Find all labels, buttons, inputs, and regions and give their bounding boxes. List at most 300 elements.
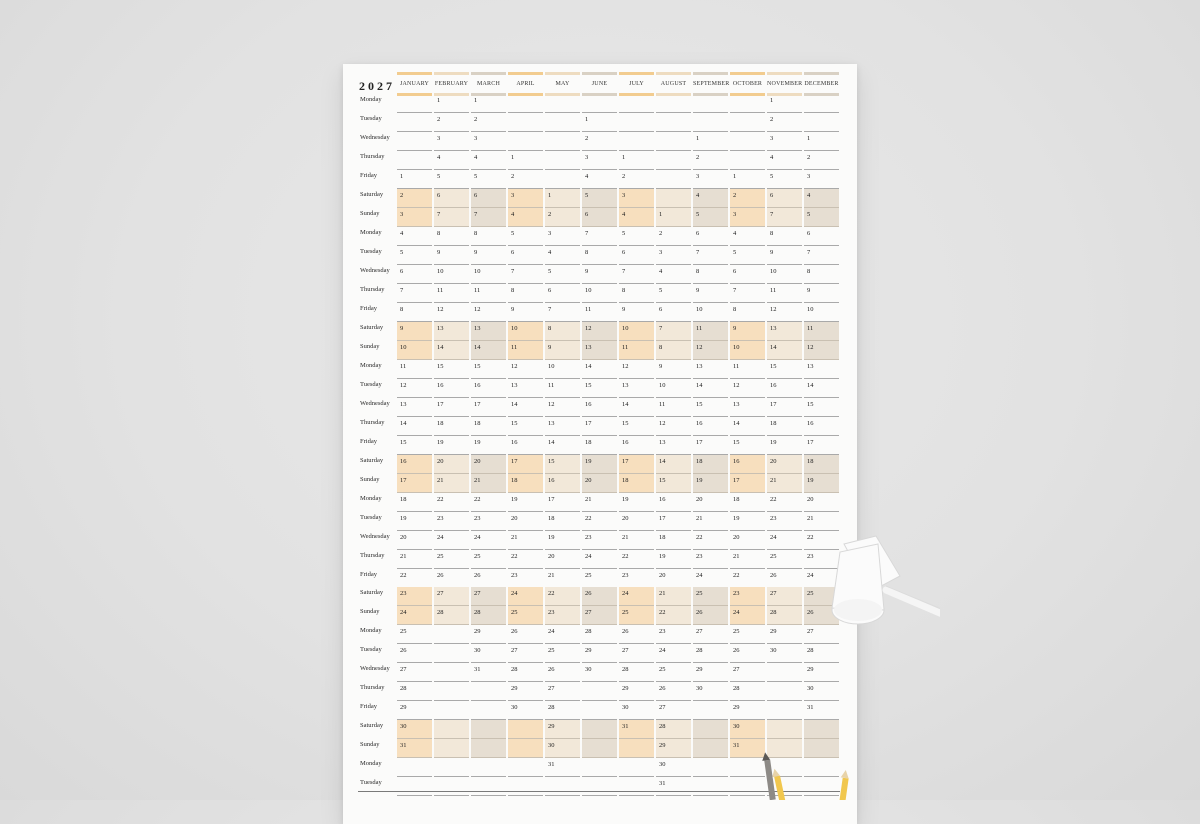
day-number: 15: [437, 362, 444, 370]
day-number: 24: [807, 571, 814, 579]
day-cell: [582, 132, 617, 151]
day-cell: [730, 512, 765, 531]
day-cell: [471, 113, 506, 132]
day-number: 26: [807, 609, 814, 617]
day-number: 1: [437, 97, 441, 104]
day-number: 7: [733, 286, 737, 294]
day-number: 18: [659, 533, 666, 541]
day-number: 10: [585, 286, 592, 294]
day-number: 8: [548, 324, 552, 332]
day-cell: [397, 682, 432, 701]
day-cell: [804, 436, 839, 455]
day-cell: [545, 739, 580, 758]
day-cell: [508, 246, 543, 265]
day-number: 15: [659, 476, 666, 484]
day-number: 19: [585, 457, 592, 465]
weekday-label: Friday: [360, 703, 377, 711]
day-number: 14: [400, 419, 407, 427]
day-cell: [582, 284, 617, 303]
day-number: 16: [511, 438, 518, 446]
day-cell: [434, 208, 469, 227]
empty-day-cell: [693, 720, 728, 739]
day-cell: [730, 208, 765, 227]
day-cell: [545, 720, 580, 739]
day-number: 8: [807, 267, 811, 275]
day-cell: [434, 436, 469, 455]
day-number: 10: [659, 381, 666, 389]
day-cell: [656, 758, 691, 777]
empty-day-cell: [730, 94, 765, 113]
day-number: 15: [585, 381, 592, 389]
day-cell: [656, 587, 691, 606]
day-number: 24: [548, 628, 555, 636]
weekday-label: Saturday: [360, 456, 384, 464]
day-number: 19: [548, 533, 555, 541]
day-number: 19: [733, 514, 740, 522]
day-cell: [471, 398, 506, 417]
day-cell: [804, 379, 839, 398]
day-number: 10: [622, 324, 629, 332]
day-cell: [804, 189, 839, 208]
day-number: 11: [659, 400, 666, 408]
weekday-label: Thursday: [360, 684, 385, 692]
day-number: 27: [696, 628, 703, 636]
day-cell: [804, 303, 839, 322]
day-cell: [545, 208, 580, 227]
day-number: 21: [770, 476, 777, 484]
day-number: 6: [548, 286, 552, 294]
day-number: 25: [474, 552, 481, 560]
day-number: 7: [770, 210, 774, 218]
day-number: 21: [548, 571, 555, 579]
day-cell: [545, 663, 580, 682]
day-number: 2: [733, 191, 737, 199]
day-number: 10: [696, 305, 703, 313]
day-number: 25: [400, 628, 407, 636]
day-number: 22: [548, 590, 555, 598]
day-number: 4: [585, 172, 589, 180]
day-cell: [582, 493, 617, 512]
day-number: 28: [807, 647, 814, 655]
day-cell: [619, 360, 654, 379]
day-number: 6: [807, 229, 811, 237]
day-cell: [434, 417, 469, 436]
day-cell: [508, 701, 543, 720]
day-cell: [582, 227, 617, 246]
day-number: 26: [733, 647, 740, 655]
day-cell: [471, 132, 506, 151]
day-cell: [693, 493, 728, 512]
day-cell: [545, 436, 580, 455]
day-number: 22: [733, 571, 740, 579]
weekday-label: Monday: [360, 494, 382, 502]
month-header-may: MAY: [545, 72, 580, 96]
empty-day-cell: [508, 777, 543, 796]
day-number: 2: [585, 134, 589, 142]
day-cell: [508, 151, 543, 170]
day-cell: [656, 663, 691, 682]
day-cell: [545, 265, 580, 284]
day-cell: [545, 246, 580, 265]
month-header-february: FEBRUARY: [434, 72, 469, 96]
day-number: 28: [733, 685, 740, 693]
day-number: 19: [659, 552, 666, 560]
day-cell: [619, 512, 654, 531]
day-cell: [693, 436, 728, 455]
day-cell: [545, 417, 580, 436]
empty-day-cell: [508, 113, 543, 132]
day-cell: [656, 720, 691, 739]
day-cell: [545, 758, 580, 777]
day-number: 7: [622, 267, 626, 275]
day-cell: [545, 701, 580, 720]
day-cell: [471, 341, 506, 360]
day-cell: [397, 474, 432, 493]
day-cell: [397, 531, 432, 550]
day-cell: [619, 606, 654, 625]
day-cell: [619, 682, 654, 701]
day-cell: [545, 493, 580, 512]
day-number: 6: [400, 267, 404, 275]
day-number: 23: [733, 590, 740, 598]
day-cell: [434, 398, 469, 417]
day-number: 24: [733, 609, 740, 617]
weekday-label: Friday: [360, 437, 377, 445]
weekday-label: Saturday: [360, 323, 384, 331]
day-number: 22: [474, 495, 481, 503]
day-number: 22: [622, 552, 629, 560]
day-number: 18: [696, 457, 703, 465]
day-number: 28: [511, 666, 518, 674]
day-number: 25: [696, 590, 703, 598]
day-cell: [397, 701, 432, 720]
day-cell: [471, 208, 506, 227]
day-number: 4: [659, 267, 663, 275]
day-cell: [730, 322, 765, 341]
day-number: 11: [696, 324, 703, 332]
day-number: 11: [474, 286, 481, 294]
day-number: 9: [733, 324, 737, 332]
day-cell: [582, 303, 617, 322]
day-number: 31: [733, 742, 740, 750]
day-cell: [471, 379, 506, 398]
day-cell: [656, 474, 691, 493]
day-cell: [508, 398, 543, 417]
day-cell: [767, 246, 802, 265]
day-cell: [693, 303, 728, 322]
day-number: 15: [548, 457, 555, 465]
weekday-label: Sunday: [360, 741, 380, 749]
day-number: 12: [400, 381, 407, 389]
day-number: 11: [622, 343, 629, 351]
day-cell: [582, 265, 617, 284]
day-number: 24: [622, 590, 629, 598]
day-cell: [545, 360, 580, 379]
weekday-label: Wednesday: [360, 665, 390, 673]
day-cell: [693, 360, 728, 379]
day-number: 4: [733, 229, 737, 237]
day-cell: [397, 606, 432, 625]
day-number: 30: [400, 723, 407, 731]
empty-day-cell: [434, 663, 469, 682]
weekday-label: Monday: [360, 96, 382, 103]
day-number: 10: [548, 362, 555, 370]
day-number: 23: [770, 514, 777, 522]
day-cell: [656, 739, 691, 758]
day-number: 9: [585, 267, 589, 275]
day-cell: [656, 208, 691, 227]
weekday-label: Sunday: [360, 608, 380, 616]
day-number: 2: [400, 191, 404, 199]
day-cell: [619, 720, 654, 739]
day-number: 17: [585, 419, 592, 427]
day-number: 24: [400, 609, 407, 617]
empty-day-cell: [545, 151, 580, 170]
empty-day-cell: [730, 151, 765, 170]
day-cell: [656, 625, 691, 644]
day-number: 18: [474, 419, 481, 427]
day-cell: [730, 417, 765, 436]
day-number: 20: [585, 476, 592, 484]
day-number: 6: [733, 267, 737, 275]
day-number: 13: [733, 400, 740, 408]
day-number: 17: [437, 400, 444, 408]
day-number: 6: [622, 248, 626, 256]
day-cell: [397, 493, 432, 512]
day-number: 14: [770, 343, 777, 351]
weekday-label: Monday: [360, 361, 382, 369]
empty-day-cell: [434, 701, 469, 720]
day-cell: [693, 531, 728, 550]
day-number: 19: [696, 476, 703, 484]
day-cell: [767, 398, 802, 417]
day-number: 14: [733, 419, 740, 427]
day-number: 29: [807, 666, 814, 674]
empty-day-cell: [545, 170, 580, 189]
day-number: 15: [622, 419, 629, 427]
empty-day-cell: [434, 644, 469, 663]
day-number: 11: [585, 305, 592, 313]
day-cell: [471, 94, 506, 113]
day-cell: [619, 531, 654, 550]
day-number: 21: [585, 495, 592, 503]
day-cell: [767, 379, 802, 398]
day-cell: [397, 360, 432, 379]
day-cell: [471, 606, 506, 625]
day-number: 16: [548, 476, 555, 484]
day-number: 23: [696, 552, 703, 560]
day-number: 5: [437, 172, 441, 180]
empty-day-cell: [804, 94, 839, 113]
day-cell: [471, 569, 506, 588]
day-number: 20: [474, 457, 481, 465]
day-cell: [508, 455, 543, 474]
day-number: 12: [511, 362, 518, 370]
day-number: 7: [437, 210, 441, 218]
day-cell: [508, 550, 543, 569]
day-number: 14: [548, 438, 555, 446]
day-number: 3: [437, 134, 441, 142]
day-cell: [508, 341, 543, 360]
day-cell: [656, 531, 691, 550]
day-cell: [767, 265, 802, 284]
day-number: 4: [622, 210, 626, 218]
weekday-label: Tuesday: [360, 247, 382, 255]
day-number: 21: [400, 552, 407, 560]
day-number: 24: [696, 571, 703, 579]
empty-day-cell: [471, 777, 506, 796]
empty-day-cell: [619, 777, 654, 796]
day-cell: [582, 474, 617, 493]
day-number: 28: [696, 647, 703, 655]
day-number: 14: [474, 343, 481, 351]
day-cell: [767, 322, 802, 341]
weekday-label: Tuesday: [360, 779, 382, 787]
weekday-label: Friday: [360, 570, 377, 578]
day-number: 18: [400, 495, 407, 503]
day-number: 4: [474, 153, 478, 161]
day-cell: [508, 322, 543, 341]
day-number: 19: [807, 476, 814, 484]
day-number: 27: [511, 647, 518, 655]
empty-day-cell: [434, 758, 469, 777]
empty-day-cell: [730, 113, 765, 132]
day-cell: [397, 663, 432, 682]
day-cell: [434, 246, 469, 265]
day-number: 2: [622, 172, 626, 180]
day-number: 17: [400, 476, 407, 484]
day-cell: [804, 151, 839, 170]
day-cell: [619, 701, 654, 720]
day-number: 13: [807, 362, 814, 370]
day-number: 9: [548, 343, 552, 351]
day-number: 23: [437, 514, 444, 522]
day-number: 17: [696, 438, 703, 446]
day-number: 8: [696, 267, 700, 275]
day-cell: [545, 189, 580, 208]
day-number: 28: [770, 609, 777, 617]
day-cell: [471, 644, 506, 663]
day-number: 12: [474, 305, 481, 313]
day-cell: [397, 550, 432, 569]
day-cell: [545, 227, 580, 246]
day-cell: [582, 606, 617, 625]
day-number: 10: [511, 324, 518, 332]
day-cell: [545, 474, 580, 493]
day-number: 13: [770, 324, 777, 332]
weekday-label: Tuesday: [360, 114, 382, 122]
day-number: 15: [474, 362, 481, 370]
day-number: 27: [474, 590, 481, 598]
day-number: 1: [548, 191, 552, 199]
day-number: 14: [807, 381, 814, 389]
day-cell: [693, 284, 728, 303]
day-cell: [730, 360, 765, 379]
day-cell: [582, 113, 617, 132]
empty-day-cell: [545, 94, 580, 113]
empty-day-cell: [508, 739, 543, 758]
day-cell: [582, 360, 617, 379]
empty-day-cell: [582, 94, 617, 113]
day-cell: [397, 398, 432, 417]
day-number: 21: [511, 533, 518, 541]
day-number: 27: [770, 590, 777, 598]
day-cell: [693, 398, 728, 417]
day-cell: [619, 170, 654, 189]
day-number: 14: [585, 362, 592, 370]
day-cell: [397, 569, 432, 588]
day-cell: [434, 360, 469, 379]
day-number: 30: [733, 723, 740, 731]
day-number: 29: [585, 647, 592, 655]
empty-day-cell: [471, 682, 506, 701]
day-cell: [397, 739, 432, 758]
day-number: 30: [696, 685, 703, 693]
day-number: 19: [474, 438, 481, 446]
day-number: 6: [696, 229, 700, 237]
day-cell: [619, 189, 654, 208]
day-cell: [656, 227, 691, 246]
day-cell: [656, 569, 691, 588]
empty-day-cell: [397, 777, 432, 796]
day-number: 6: [437, 191, 441, 199]
day-cell: [767, 512, 802, 531]
day-cell: [508, 625, 543, 644]
day-cell: [471, 587, 506, 606]
day-number: 7: [511, 267, 515, 275]
day-cell: [619, 587, 654, 606]
day-number: 4: [400, 229, 404, 237]
day-number: 27: [733, 666, 740, 674]
day-number: 20: [733, 533, 740, 541]
day-cell: [545, 569, 580, 588]
day-cell: [434, 531, 469, 550]
day-cell: [434, 132, 469, 151]
day-number: 18: [548, 514, 555, 522]
day-number: 14: [437, 343, 444, 351]
day-number: 6: [474, 191, 478, 199]
empty-day-cell: [619, 94, 654, 113]
day-cell: [693, 663, 728, 682]
empty-day-cell: [693, 94, 728, 113]
day-number: 16: [622, 438, 629, 446]
day-number: 13: [400, 400, 407, 408]
day-cell: [656, 550, 691, 569]
day-cell: [767, 208, 802, 227]
day-cell: [434, 189, 469, 208]
day-number: 17: [622, 457, 629, 465]
day-cell: [471, 417, 506, 436]
day-number: 19: [622, 495, 629, 503]
day-cell: [582, 341, 617, 360]
empty-day-cell: [397, 151, 432, 170]
day-number: 26: [400, 647, 407, 655]
day-number: 31: [622, 723, 629, 731]
day-number: 11: [733, 362, 740, 370]
day-number: 17: [770, 400, 777, 408]
day-cell: [730, 227, 765, 246]
day-number: 25: [659, 666, 666, 674]
day-cell: [582, 512, 617, 531]
weekday-label: Thursday: [360, 551, 385, 559]
day-cell: [582, 531, 617, 550]
day-cell: [619, 625, 654, 644]
day-number: 5: [585, 191, 589, 199]
day-cell: [804, 265, 839, 284]
day-number: 11: [548, 381, 555, 389]
day-cell: [804, 398, 839, 417]
day-number: 31: [659, 780, 666, 788]
